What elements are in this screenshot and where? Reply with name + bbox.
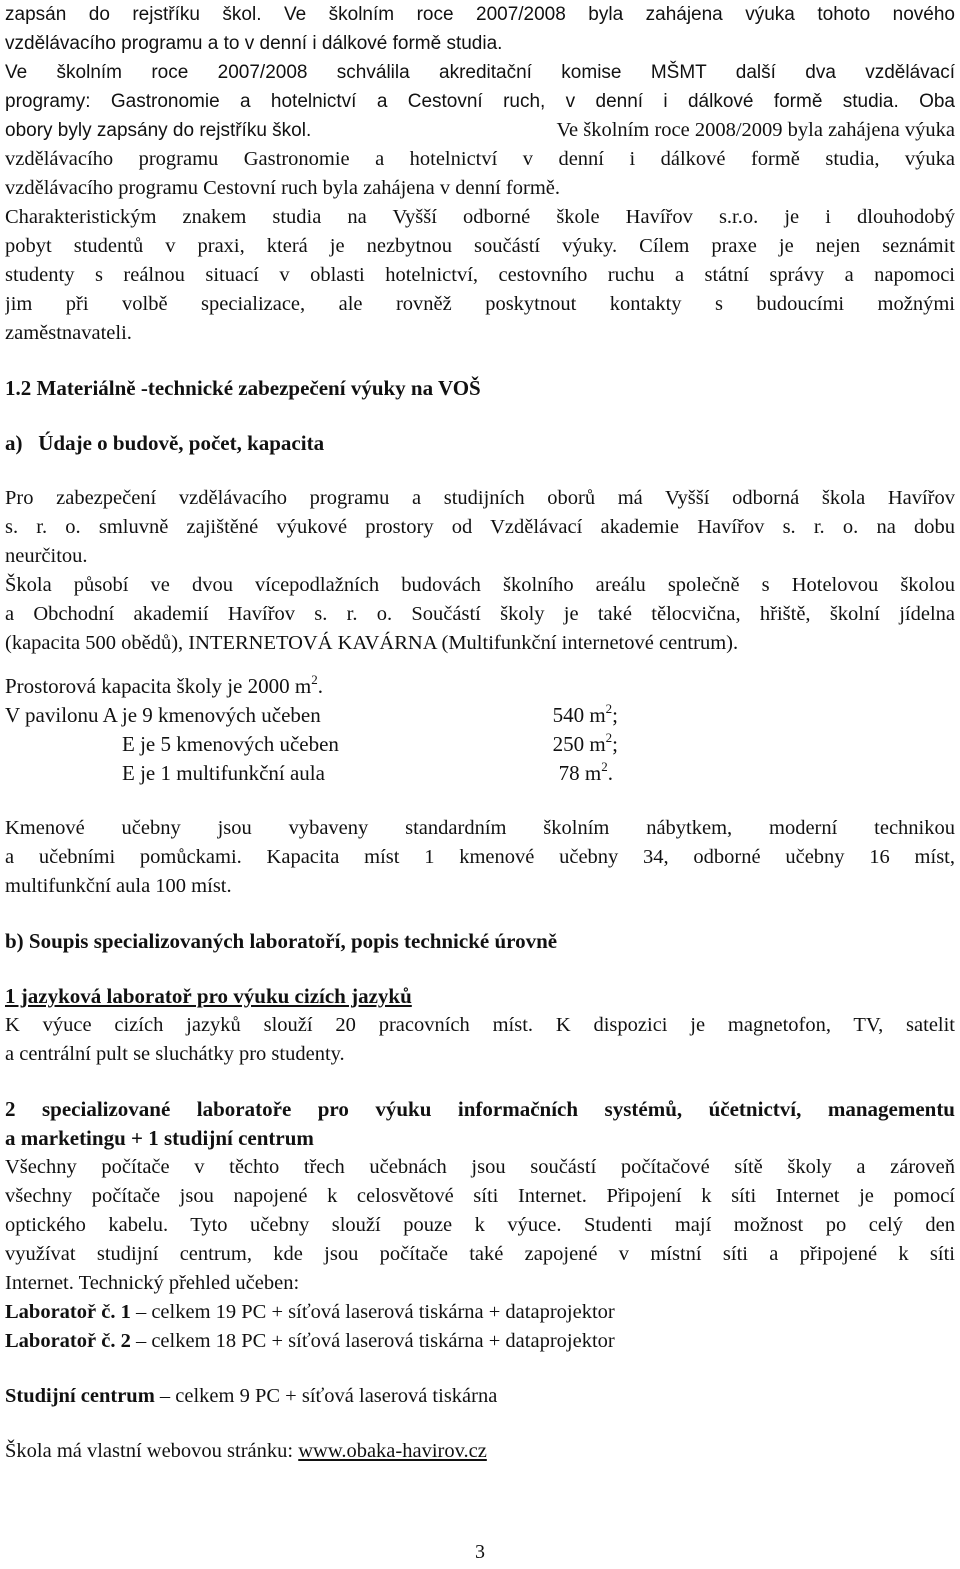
capacity-end: ;	[612, 703, 618, 727]
intro-line: pobyt studentů v praxi, která je nezbytnou součástí výuky. Cílem praxe je nejen seznámit	[5, 235, 955, 257]
intro-line: vzdělávacího programu Cestovní ruch byla zahájena v denní formě.	[5, 177, 561, 199]
capacity-total-text: Prostorová kapacita školy je 2000 m	[5, 674, 312, 698]
paragraph-line: všechny počítače jsou napojené k celosvětové síti Internet. Připojení k síti Internet je pomocí	[5, 1185, 955, 1207]
paragraph-line: s. r. o. smluvně zajištěné výukové prostory od Vzdělávací akademie Havířov s. r. o. na dobu	[5, 516, 955, 538]
paragraph-line: optického kabelu. Tyto učebny slouží pouze k výuce. Studenti mají možnost po celý den	[5, 1214, 955, 1236]
study-center-item	[5, 1382, 955, 1411]
page-number: 3	[475, 1541, 485, 1563]
intro-line: programy: Gastronomie a hotelnictví a Cestovní ruch, v denní i dálkové formě studia. Oba	[5, 91, 955, 112]
study-center-desc: – celkem 9 PC + síťová laserová tiskárna	[154, 1385, 498, 1407]
capacity-row	[5, 730, 955, 759]
intro-line-serif-part: Ve školním roce 2008/2009 byla zahájena výuka	[556, 119, 955, 141]
paragraph-line: K výuce cizích jazyků slouží 20 pracovních míst. K dispozici je magnetofon, TV, satelit	[5, 1014, 955, 1036]
paragraph-line: Internet. Technický přehled učeben:	[5, 1272, 300, 1294]
paragraph-line: multifunkční aula 100 míst.	[5, 875, 232, 897]
classroom-paragraph	[5, 814, 955, 901]
intro-line: studenty s reálnou situací v oblasti hotelnictví, cestovního ruchu a státní správy a napomoci	[5, 264, 955, 286]
intro-line: vzdělávacího programu a to v denní i dálkové formě studia.	[5, 33, 503, 54]
capacity-end: .	[607, 761, 613, 785]
paragraph-line: a učebními pomůckami. Kapacita míst 1 kmenové učebny 34, odborné učebny 16 míst,	[5, 846, 955, 868]
capacity-label: E je 1 multifunkční aula	[122, 761, 325, 785]
capacity-sup: 2	[605, 730, 613, 745]
capacity-value: 540 m	[552, 703, 606, 727]
capacity-total-end: .	[317, 674, 323, 698]
intro-line: Ve školním roce 2007/2008 schválila akreditační komise MŠMT další dva vzdělávací	[5, 62, 955, 83]
building-paragraph	[5, 484, 955, 658]
lab-desc: – celkem 18 PC + síťová laserová tiskárna + dataprojektor	[130, 1330, 615, 1352]
capacity-sup: 2	[601, 759, 608, 774]
language-lab-block	[5, 982, 955, 1069]
capacity-row	[5, 759, 955, 788]
capacity-value: 250 m	[552, 732, 606, 756]
lab-item	[5, 1327, 955, 1356]
capacity-total-sup: 2	[311, 672, 318, 687]
study-center-name: Studijní centrum	[5, 1385, 155, 1407]
lab-item	[5, 1298, 955, 1327]
intro-line-sans-part: obory byly zapsány do rejstříku škol.	[5, 120, 312, 141]
capacity-label: V pavilonu A je 9 kmenových učeben	[5, 703, 321, 727]
paragraph-line: neurčitou.	[5, 545, 88, 567]
lab-desc: – celkem 19 PC + síťová laserová tiskárna + dataprojektor	[130, 1301, 615, 1323]
website-link[interactable]: www.obaka-havirov.cz	[298, 1440, 487, 1462]
paragraph-line: Pro zabezpečení vzdělávacího programu a studijních oborů má Vyšší odborná škola Havířov	[5, 487, 955, 509]
capacity-row	[5, 701, 955, 730]
language-lab-title: 1 jazyková laboratoř pro výuku cizích jazyků	[5, 984, 412, 1008]
it-lab-title: 2 specializované laboratoře pro výuku informačních systémů, účetnictví, managementu	[5, 1097, 955, 1121]
intro-line: jim při volbě specializace, ale rovněž poskytnout kontakty s budoucími možnými	[5, 293, 955, 315]
paragraph-line: Všechny počítače v těchto třech učebnách jsou součástí počítačové sítě školy a zároveň	[5, 1156, 955, 1178]
section-heading-a: a) Údaje o budově, počet, kapacita	[5, 431, 325, 455]
intro-line: vzdělávacího programu Gastronomie a hotelnictví v denní i dálkové formě studia, výuka	[5, 148, 955, 170]
section-heading-1-2: 1.2 Materiálně -technické zabezpečení výuky na VOŠ	[5, 376, 481, 400]
paragraph-line: (kapacita 500 obědů), INTERNETOVÁ KAVÁRNA (Multifunkční internetové centrum).	[5, 632, 739, 654]
paragraph-line: a Obchodní akademií Havířov s. r. o. Součástí školy je také tělocvična, hřiště, školní jídelna	[5, 603, 955, 625]
paragraph-line: Škola působí ve dvou vícepodlažních budovách školního areálu společně s Hotelovou školou	[5, 574, 955, 596]
lab-name: Laboratoř č. 2	[5, 1330, 131, 1352]
capacity-value: 78 m	[558, 761, 602, 785]
intro-line-mixed	[5, 116, 955, 145]
document-page	[5, 0, 955, 1466]
paragraph-line: a centrální pult se sluchátky pro studenty.	[5, 1043, 345, 1065]
paragraph-line: využívat studijní centrum, kde jsou počítače také zapojené v místní síti a připojené k síti	[5, 1243, 955, 1265]
section-heading-b: b) Soupis specializovaných laboratoří, popis technické úrovně	[5, 929, 558, 953]
intro-paragraph	[5, 0, 955, 348]
capacity-total	[5, 672, 955, 701]
intro-line: Charakteristickým znakem studia na Vyšší odborné škole Havířov s.r.o. je i dlouhodobý	[5, 206, 955, 228]
intro-line: zapsán do rejstříku škol. Ve školním roce 2007/2008 byla zahájena výuka tohoto nového	[5, 4, 955, 25]
it-lab-title: a marketingu + 1 studijní centrum	[5, 1126, 314, 1150]
capacity-block	[5, 672, 955, 788]
lab-name: Laboratoř č. 1	[5, 1301, 131, 1323]
website-text: Škola má vlastní webovou stránku:	[5, 1440, 299, 1462]
capacity-sup: 2	[605, 701, 613, 716]
website-line	[5, 1437, 955, 1466]
intro-line: zaměstnavateli.	[5, 322, 132, 344]
it-lab-block	[5, 1095, 955, 1356]
paragraph-line: Kmenové učebny jsou vybaveny standardním školním nábytkem, moderní technikou	[5, 817, 955, 839]
capacity-label: E je 5 kmenových učeben	[122, 732, 339, 756]
capacity-end: ;	[612, 732, 618, 756]
